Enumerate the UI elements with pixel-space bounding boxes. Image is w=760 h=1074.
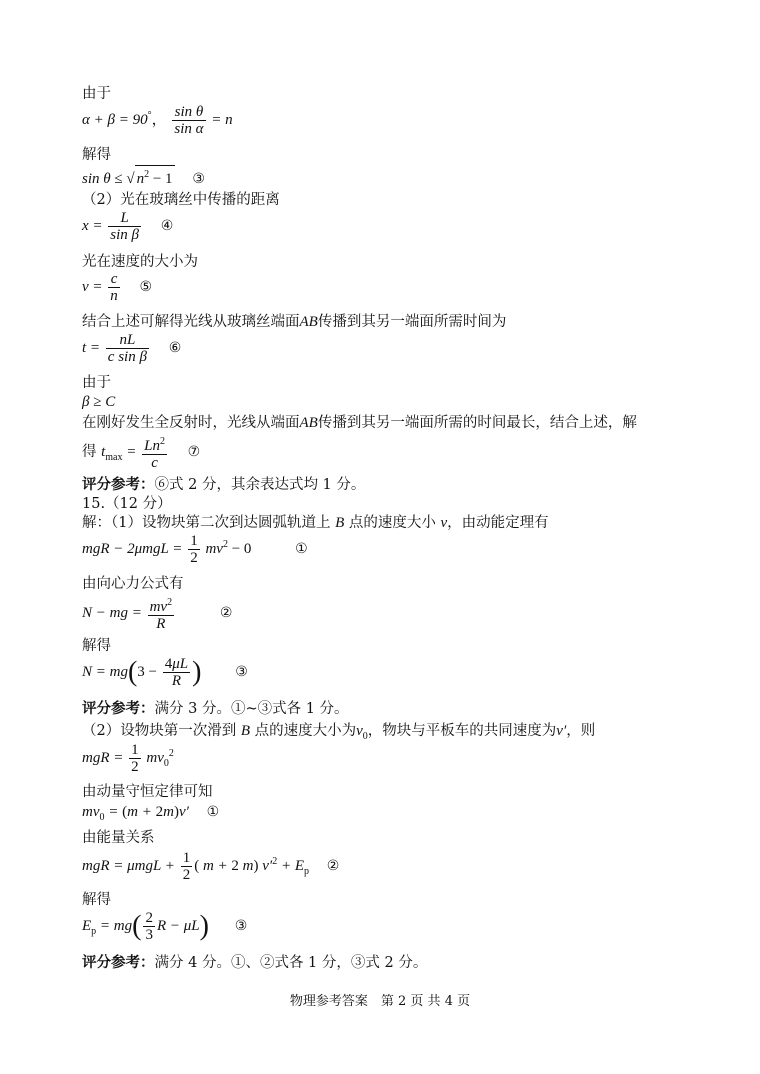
question-heading: 15.（12 分） [82, 496, 172, 512]
equation-mgR: mgR = $\frac{1}{2}$ $mv_0^2$ [82, 742, 174, 775]
score-note [82, 700, 349, 718]
text-segment: （2）设物块第一次滑到 [82, 723, 237, 739]
eq-marker: ③ [234, 917, 248, 934]
equation-v: v = $\frac{c}{n}$ ⑤ [82, 271, 153, 304]
equation-normal-force: N = mg(3 − $\frac{4\mu L}{R}$ ) ③ [82, 656, 248, 689]
eq-marker: ② [219, 604, 233, 621]
equation-t: t = $\frac{nL}{\text{c sin β}}$ ⑥ [82, 332, 182, 365]
equation-alpha-beta: α + β = 90°， $\frac{\text{sin θ}}{\text{sin α}}$ = n [82, 104, 233, 137]
equation-centripetal: N − mg = $\frac{mv^2}{R}$ ② [82, 597, 233, 632]
eq-marker: ① [295, 540, 308, 557]
text-segment: 在刚好发生全反射时，光线从端面 [82, 415, 300, 431]
text-line: 在刚好发生全反射时，光线从端面AB传播到其另一端面所需的时间最长，结合上述，解 [82, 415, 637, 431]
text-segment: ，物块与平板车的共同速度为 [367, 723, 557, 739]
eq-marker: ③ [235, 663, 248, 680]
score-label: 评分参考： [82, 954, 155, 971]
equation-tmax: 得 $t_{max}$ = $\frac{Ln^2}{c}$ ⑦ [82, 436, 201, 471]
eq-marker: ① [206, 804, 220, 820]
text-segment: 传播到其另一端面所需时间为 [317, 314, 507, 330]
text-segment: 得 [82, 443, 97, 460]
text-line: 解：（1）设物块第二次到达圆弧轨道上 B 点的速度大小 v，由动能定理有 [82, 515, 549, 531]
equation-sin-theta: sin θ ≤ √ $n^2 - 1$ ③ [82, 165, 205, 188]
text-segment: ，则 [566, 723, 596, 739]
score-note [82, 954, 427, 972]
text-line: （2）设物块第一次滑到 B 点的速度大小为$v_0$，物块与平板车的共同速度为v′，则 [82, 723, 596, 742]
text-line: 由于 [82, 375, 111, 391]
text-segment: ，由动能定理有 [447, 515, 549, 531]
eq-marker: ⑦ [187, 443, 201, 460]
text-line: 由于 [82, 86, 111, 102]
equation-beta-c: β ≥ C [82, 394, 116, 410]
equation-energy-relation: mgR = μmgL + $\frac{1}{2}$ ( m + 2 m) $v'^2 + E_p$ ② [82, 850, 340, 883]
eq-marker: ④ [160, 217, 174, 234]
score-note [82, 476, 365, 494]
eq-marker: ③ [192, 171, 205, 187]
text-segment: 点的速度大小 [348, 515, 436, 531]
text-line: 光在速度的大小为 [82, 254, 198, 270]
text-line: 结合上述可解得光线从玻璃丝端面AB传播到其另一端面所需时间为 [82, 314, 507, 330]
text-segment: 结合上述可解得光线从玻璃丝端面 [82, 314, 300, 330]
equation-ep: $E_p = mg$( $\frac{2}{3}$ R − μL) ③ [82, 910, 248, 943]
equation-energy: mgR − 2μmgL = $\frac{1}{2}$ $mv^2 - 0$ ① [82, 533, 308, 566]
eq-marker: ② [326, 857, 340, 874]
score-label: 评分参考： [82, 700, 155, 717]
text-line: 由动量守恒定律可知 [82, 784, 213, 800]
eq-marker: ⑤ [139, 278, 153, 295]
text-line: 由能量关系 [82, 830, 155, 846]
equation-momentum: $mv_0 = (m + 2m)v'$ ① [82, 804, 220, 823]
text-line: 由向心力公式有 [82, 576, 184, 592]
equation-x: x = $\frac{L}{\text{sin β}}$ ④ [82, 210, 174, 243]
text-line: 解得 [82, 892, 111, 908]
text-line: （2）光在玻璃丝中传播的距离 [82, 192, 280, 208]
eq-marker: ⑥ [168, 339, 182, 356]
score-text: 满分 4 分。①、②式各 1 分，③式 2 分。 [154, 955, 428, 971]
score-label: 评分参考： [82, 476, 155, 493]
text-segment: 传播到其另一端面所需的时间最长，结合上述，解 [317, 415, 637, 431]
text-segment: 解：（1）设物块第二次到达圆弧轨道上 [82, 515, 331, 531]
score-text: 满分 3 分。①~③式各 1 分。 [154, 701, 349, 717]
text-line: 解得 [82, 638, 111, 654]
page-footer: 物理参考答案 第 2 页 共 4 页 [289, 994, 471, 1009]
text-line: 解得 [82, 147, 111, 163]
score-text: ⑥式 2 分，其余表达式均 1 分。 [154, 477, 366, 493]
text-segment: 点的速度大小为 [254, 723, 357, 739]
